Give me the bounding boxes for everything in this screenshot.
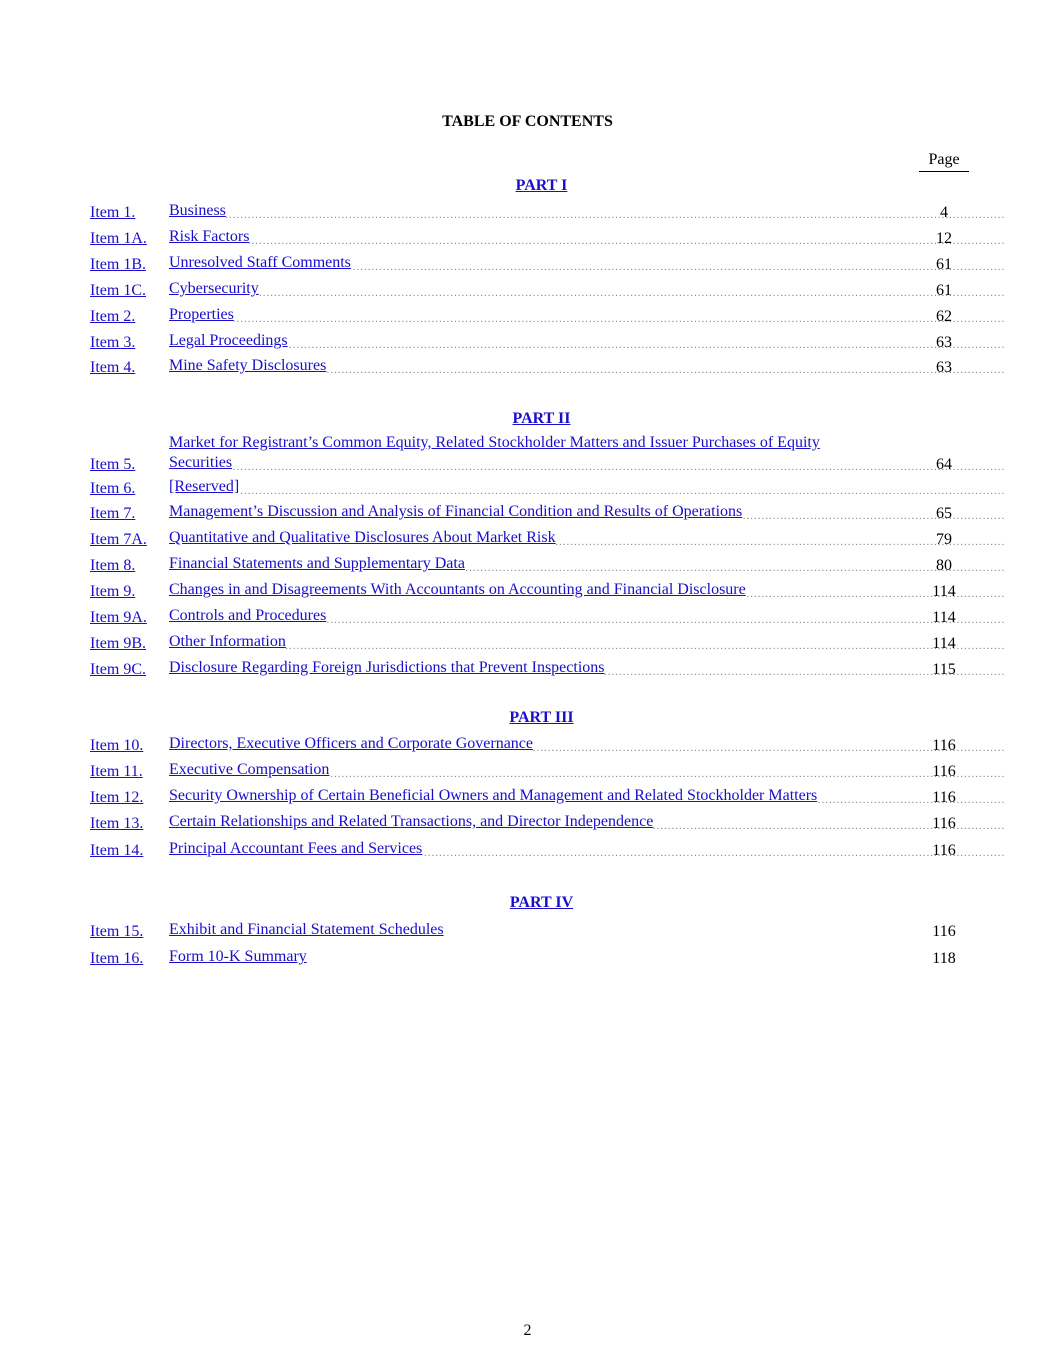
toc-row-item-9c	[90, 659, 970, 679]
toc-item-title-line1[interactable]: Market for Registrant’s Common Equity, Related Stockholder Matters and Issuer Purchases of Equity	[169, 434, 820, 451]
part-iii-heading[interactable]: PART III	[509, 709, 574, 726]
toc-item-title[interactable]: Management’s Discussion and Analysis of Financial Condition and Results of Operations	[169, 503, 743, 520]
toc-item-number[interactable]: Item 4.	[90, 359, 136, 376]
toc-page-number: 116	[932, 842, 956, 859]
toc-page-number: 4	[940, 204, 948, 221]
toc-row-item-12	[90, 787, 970, 807]
toc-item-number[interactable]: Item 9C.	[90, 661, 146, 678]
toc-row-item-6	[90, 478, 970, 498]
toc-page-number: 116	[932, 763, 956, 780]
toc-item-title[interactable]: Properties	[169, 306, 234, 323]
toc-item-title[interactable]: Security Ownership of Certain Beneficial Owners and Management and Related Stockholder Matters	[169, 787, 818, 804]
toc-leader	[169, 306, 1005, 326]
toc-item-title[interactable]: Disclosure Regarding Foreign Jurisdictions that Prevent Inspections	[169, 659, 605, 676]
toc-row-item-10	[90, 735, 970, 755]
toc-item-title[interactable]: Legal Proceedings	[169, 332, 288, 349]
toc-item-title[interactable]: Principal Accountant Fees and Services	[169, 840, 423, 857]
toc-leader	[169, 607, 1005, 627]
toc-item-number[interactable]: Item 7.	[90, 505, 136, 522]
toc-item-number[interactable]: Item 8.	[90, 557, 136, 574]
toc-page-number: 116	[932, 789, 956, 806]
toc-leader	[169, 357, 1005, 377]
toc-page-number: 61	[936, 282, 952, 299]
toc-row-item-15	[90, 921, 970, 941]
toc-item-number[interactable]: Item 15.	[90, 923, 144, 940]
toc-row-item-8	[90, 555, 970, 575]
toc-leader	[169, 659, 1005, 679]
toc-leader	[169, 503, 1005, 523]
toc-row-item-1b	[90, 254, 970, 274]
toc-leader	[169, 581, 1005, 601]
toc-page-number: 61	[936, 256, 952, 273]
toc-item-number[interactable]: Item 9.	[90, 583, 136, 600]
toc-item-title[interactable]: Directors, Executive Officers and Corporate Governance	[169, 735, 533, 752]
toc-item-number[interactable]: Item 3.	[90, 334, 136, 351]
part-i-heading[interactable]: PART I	[515, 177, 568, 194]
toc-leader	[169, 633, 1005, 653]
toc-item-title[interactable]: Quantitative and Qualitative Disclosures About Market Risk	[169, 529, 556, 546]
toc-leader	[169, 202, 1005, 222]
toc-row-item-1	[90, 202, 970, 222]
toc-page-number: 79	[936, 531, 952, 548]
toc-row-item-5	[90, 434, 970, 474]
toc-leader	[169, 840, 1005, 860]
toc-item-number[interactable]: Item 14.	[90, 842, 144, 859]
toc-item-title[interactable]: Controls and Procedures	[169, 607, 327, 624]
toc-leader	[169, 254, 1005, 274]
toc-item-title[interactable]: Other Information	[169, 633, 286, 650]
toc-row-item-4	[90, 357, 970, 377]
toc-item-number[interactable]: Item 1.	[90, 204, 136, 221]
toc-row-item-3	[90, 332, 970, 352]
toc-item-number[interactable]: Item 1B.	[90, 256, 146, 273]
toc-item-title[interactable]: [Reserved]	[169, 478, 240, 495]
toc-item-title[interactable]: Changes in and Disagreements With Accountants on Accounting and Financial Disclosure	[169, 581, 746, 598]
toc-leader	[169, 454, 1005, 474]
toc-item-number[interactable]: Item 7A.	[90, 531, 147, 548]
toc-item-title[interactable]: Executive Compensation	[169, 761, 330, 778]
toc-item-number[interactable]: Item 2.	[90, 308, 136, 325]
page-footer-number: 2	[523, 1322, 532, 1339]
toc-item-number[interactable]: Item 1C.	[90, 282, 146, 299]
page-title: TABLE OF CONTENTS	[442, 113, 613, 130]
toc-row-item-13	[90, 813, 970, 833]
toc-item-number[interactable]: Item 13.	[90, 815, 144, 832]
toc-row-item-9a	[90, 607, 970, 627]
toc-leader	[169, 332, 1005, 352]
toc-title-block	[169, 434, 1005, 474]
toc-item-title[interactable]: Form 10-K Summary	[169, 948, 307, 965]
toc-page-number: 12	[936, 230, 952, 247]
toc-page-number: 62	[936, 308, 952, 325]
toc-title-block	[169, 948, 1005, 968]
toc-item-title[interactable]: Exhibit and Financial Statement Schedules	[169, 921, 444, 938]
toc-leader	[169, 228, 1005, 248]
toc-row-item-2	[90, 306, 970, 326]
part-iv-heading[interactable]: PART IV	[509, 894, 574, 911]
toc-leader	[169, 529, 1005, 549]
toc-item-number[interactable]: Item 16.	[90, 950, 144, 967]
toc-row-item-7a	[90, 529, 970, 549]
toc-page-number: 116	[932, 923, 956, 940]
toc-item-number[interactable]: Item 1A.	[90, 230, 147, 247]
toc-page-number: 114	[932, 583, 956, 600]
toc-item-number[interactable]: Item 9A.	[90, 609, 147, 626]
toc-item-title[interactable]: Certain Relationships and Related Transactions, and Director Independence	[169, 813, 654, 830]
toc-item-number[interactable]: Item 10.	[90, 737, 144, 754]
toc-row-item-11	[90, 761, 970, 781]
toc-page-number: 116	[932, 815, 956, 832]
toc-item-title-line2[interactable]: Securities	[169, 454, 233, 471]
toc-item-title[interactable]: Financial Statements and Supplementary Data	[169, 555, 465, 572]
toc-leader	[169, 555, 1005, 575]
toc-item-number[interactable]: Item 6.	[90, 480, 136, 497]
toc-leader	[169, 735, 1005, 755]
toc-page-number: 63	[936, 359, 952, 376]
toc-page-number: 65	[936, 505, 952, 522]
toc-page-number: 116	[932, 737, 956, 754]
toc-leader	[169, 813, 1005, 833]
toc-item-number[interactable]: Item 5.	[90, 456, 136, 473]
toc-row-item-9	[90, 581, 970, 601]
toc-item-title[interactable]: Unresolved Staff Comments	[169, 254, 351, 271]
toc-row-item-9b	[90, 633, 970, 653]
toc-page-number: 64	[936, 456, 952, 473]
toc-leader	[169, 280, 1005, 300]
toc-row-item-1a	[90, 228, 970, 248]
toc-page-number: 118	[932, 950, 956, 967]
toc-page-number: 80	[936, 557, 952, 574]
toc-item-title[interactable]: Mine Safety Disclosures	[169, 357, 327, 374]
toc-page-number: 114	[932, 609, 956, 626]
toc-title-block	[169, 921, 1005, 941]
toc-leader	[169, 761, 1005, 781]
toc-page-number: 63	[936, 334, 952, 351]
toc-row-item-7	[90, 503, 970, 523]
toc-row-item-1c	[90, 280, 970, 300]
toc-item-number[interactable]: Item 12.	[90, 789, 144, 806]
toc-item-number[interactable]: Item 9B.	[90, 635, 146, 652]
toc-row-item-16	[90, 948, 970, 968]
toc-page-number: 115	[932, 661, 956, 678]
toc-leader	[169, 787, 1005, 807]
toc-leader	[169, 478, 1005, 498]
toc-item-number[interactable]: Item 11.	[90, 763, 143, 780]
toc-row-item-14	[90, 840, 970, 860]
page-column-header: Page	[919, 151, 969, 172]
toc-item-title[interactable]: Cybersecurity	[169, 280, 259, 297]
part-ii-heading[interactable]: PART II	[512, 410, 571, 427]
toc-item-title[interactable]: Risk Factors	[169, 228, 250, 245]
toc-page-number: 114	[932, 635, 956, 652]
toc-item-title[interactable]: Business	[169, 202, 226, 219]
